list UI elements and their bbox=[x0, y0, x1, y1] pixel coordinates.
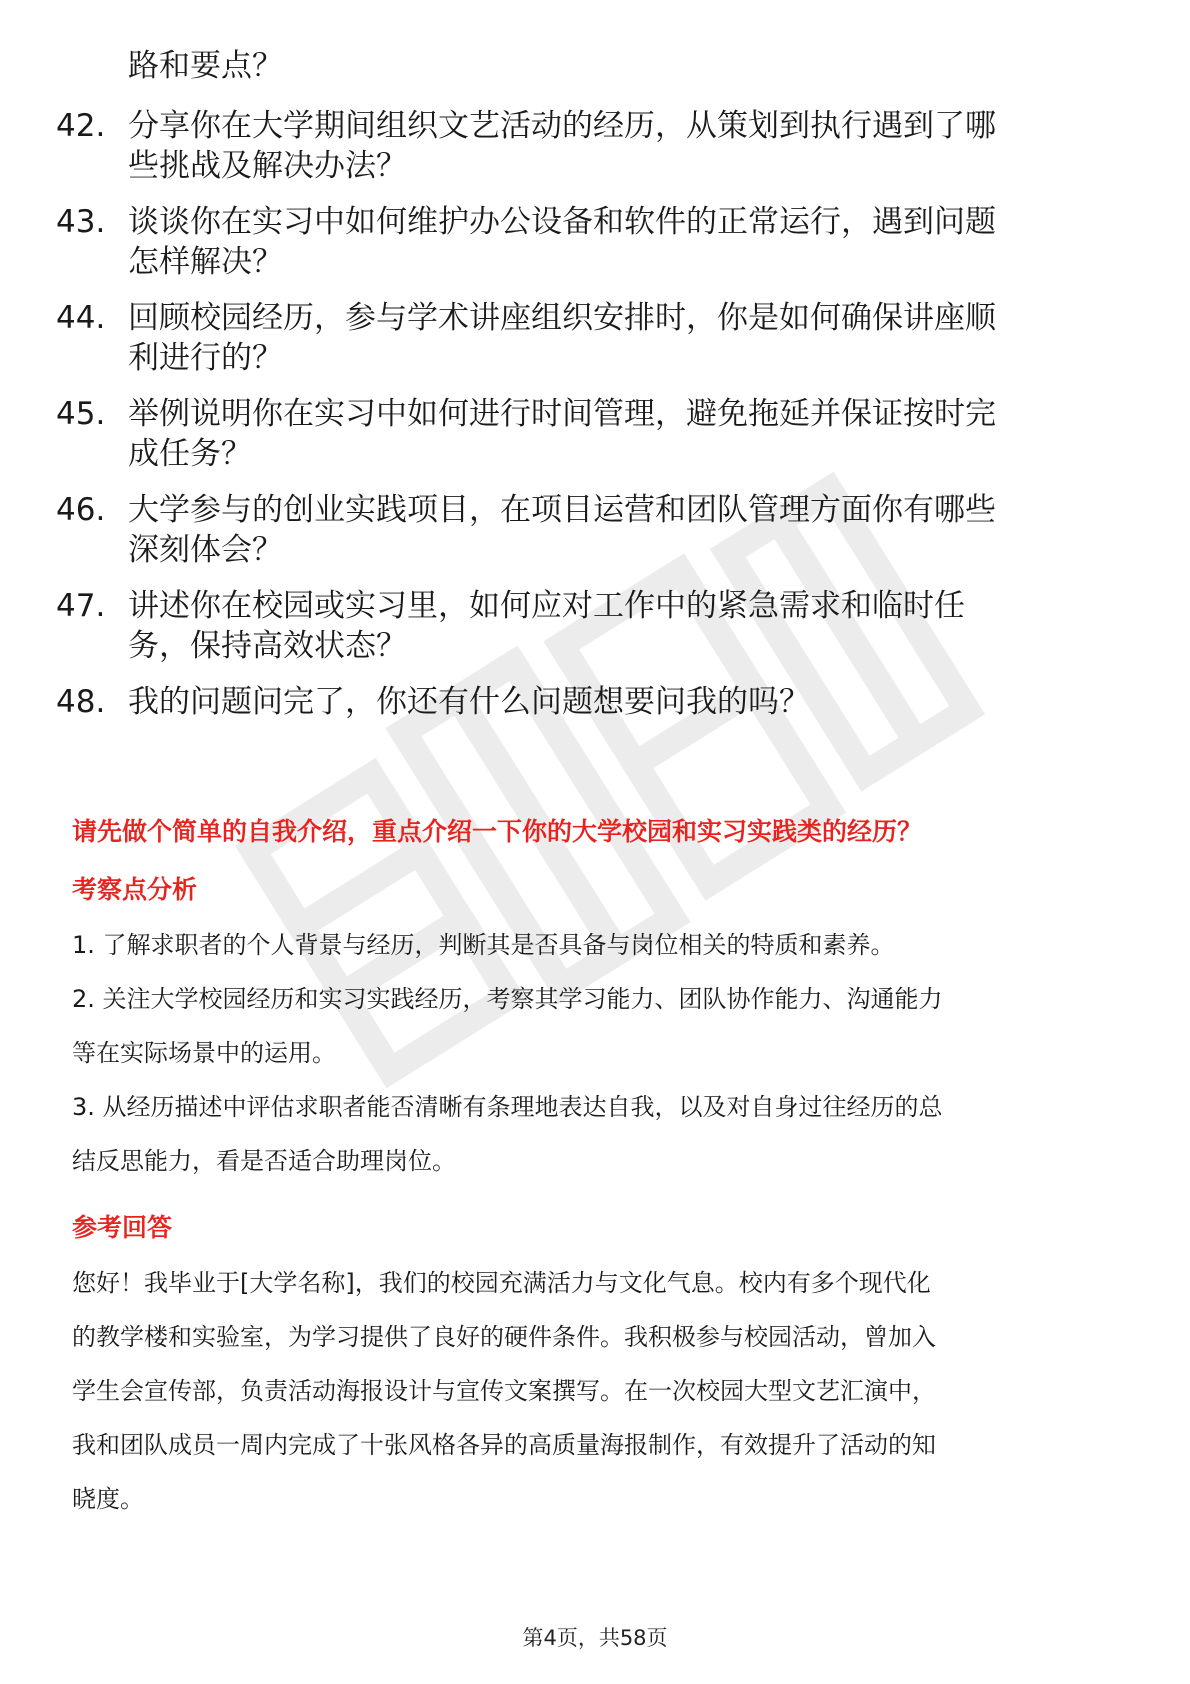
page-footer: 第4页，共58页 bbox=[522, 1626, 668, 1650]
question-text: 讲述你在校园或实习里，如何应对工作中的紧急需求和临时任 务，保持高效状态？ bbox=[128, 588, 965, 664]
question-text: 大学参与的创业实践项目，在项目运营和团队管理方面你有哪些 深刻体会？ bbox=[128, 492, 996, 568]
question-41-continuation: 路和要点？ bbox=[128, 48, 283, 84]
question-text: 分享你在大学期间组织文艺活动的经历，从策划到执行遇到了哪 些挑战及解决办法？ bbox=[128, 108, 996, 184]
analysis-point-3: 3. 从经历描述中评估求职者能否清晰有条理地表达自我，以及对自身过往经历的总 结反思能力，看是否适合助理岗位。 bbox=[72, 1093, 943, 1175]
question-number: 43. bbox=[56, 204, 106, 240]
analysis-point-1: 1. 了解求职者的个人背景与经历，判断其是否具备与岗位相关的特质和素养。 bbox=[72, 931, 895, 959]
question-number: 45. bbox=[56, 396, 106, 432]
question-number: 47. bbox=[56, 588, 106, 624]
question-text: 举例说明你在实习中如何进行时间管理，避免拖延并保证按时完 成任务？ bbox=[128, 396, 996, 472]
analysis-heading: 考察点分析 bbox=[72, 875, 198, 904]
section-title: 请先做个简单的自我介绍，重点介绍一下你的大学校园和实习实践类的经历？ bbox=[72, 817, 923, 846]
analysis-point-2: 2. 关注大学校园经历和实习实践经历，考察其学习能力、团队协作能力、沟通能力 等在实际场景中的运用。 bbox=[72, 985, 943, 1067]
question-number: 46. bbox=[56, 492, 106, 528]
answer-heading: 参考回答 bbox=[72, 1213, 173, 1242]
question-text: 谈谈你在实习中如何维护办公设备和软件的正常运行，遇到问题 怎样解决？ bbox=[128, 204, 996, 280]
question-text: 回顾校园经历，参与学术讲座组织安排时，你是如何确保讲座顺 利进行的？ bbox=[128, 300, 996, 376]
answer-text: 您好！我毕业于[大学名称]，我们的校园充满活力与文化气息。校内有多个现代化 的教学楼和实验室，为学习提供了良好的硬件条件。我积极参与校园活动，曾加入 学生会宣传部，负责活动海报设计与宣传文案撰写。在一次校园大型文艺汇演中， 我和团队成员一周内完成了十张风格各异的高质量海报制作，有效提升了活动的知 晓度。 bbox=[72, 1269, 936, 1513]
question-number: 42. bbox=[56, 108, 106, 144]
question-number: 48. bbox=[56, 684, 106, 720]
question-text: 我的问题问完了，你还有什么问题想要问我的吗？ bbox=[128, 684, 810, 720]
question-number: 44. bbox=[56, 300, 106, 336]
